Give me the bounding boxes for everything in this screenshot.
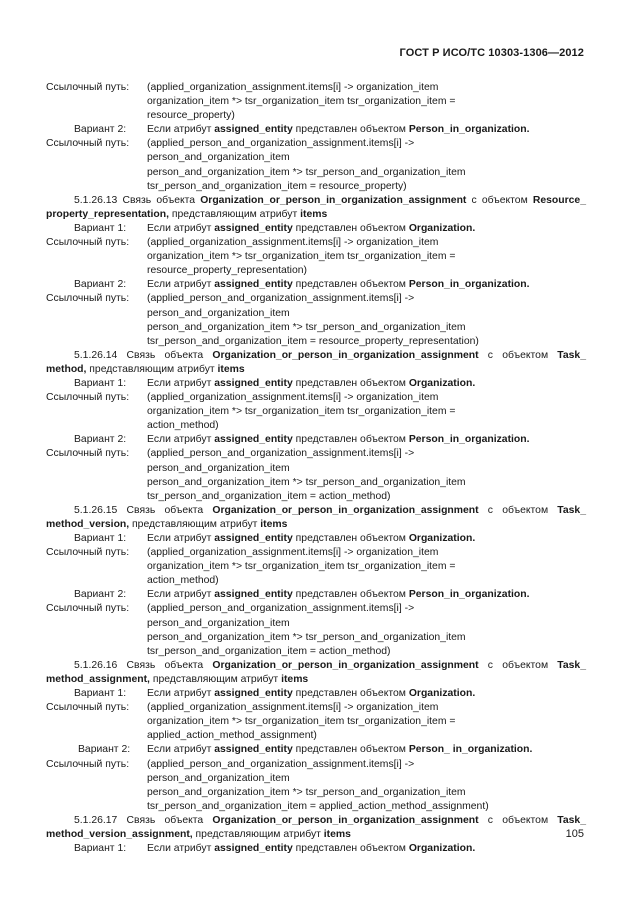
- variant-label: Вариант 1:: [74, 222, 127, 234]
- variant-row: [46, 687, 586, 701]
- reference-line: person_and_organization_item *> tsr_person_and_organization_item: [147, 166, 466, 178]
- reference-path: [46, 447, 586, 503]
- reference-text: [147, 602, 586, 658]
- reference-label: Ссылочный путь:: [46, 448, 130, 460]
- entity-name: Organization.: [408, 222, 476, 234]
- reference-text: [147, 236, 586, 278]
- reference-line: applied_action_method_assignment): [147, 730, 317, 742]
- text: Если атрибут: [147, 843, 215, 855]
- text: с объектом: [478, 814, 558, 826]
- reference-line: (applied_person_and_organization_assignment.items[i] ->: [147, 448, 415, 460]
- reference-line: tsr_person_and_organization_item = action_method): [147, 490, 391, 502]
- variant-row: [46, 123, 586, 137]
- variant-row: [46, 377, 586, 391]
- entity-name: Organization.: [408, 533, 476, 544]
- variant-text: [147, 743, 586, 757]
- reference-line: tsr_person_and_organization_item = action_method): [147, 645, 391, 657]
- entity-name: Task_ method,: [46, 349, 586, 375]
- attribute-name: assigned_entity: [214, 124, 293, 136]
- reference-path: [46, 546, 586, 588]
- entity-name: Person_in_organization.: [408, 279, 530, 291]
- variant-row: [46, 433, 586, 447]
- variant-label: Вариант 2:: [78, 744, 131, 756]
- entity-name: Person_in_organization.: [408, 589, 530, 601]
- reference-path: [46, 602, 586, 658]
- text: с объектом: [478, 349, 558, 361]
- reference-line: person_and_organization_item: [147, 462, 290, 474]
- reference-label: Ссылочный путь:: [46, 237, 130, 249]
- reference-label: Ссылочный путь:: [46, 392, 130, 404]
- reference-line: person_and_organization_item *> tsr_person_and_organization_item: [147, 786, 466, 798]
- section-paragraph: [46, 814, 586, 842]
- text: с объектом: [478, 659, 558, 671]
- entity-name: Organization.: [408, 377, 476, 389]
- text: Если атрибут: [147, 377, 215, 389]
- variant-row: [46, 842, 586, 856]
- reference-line: tsr_person_and_organization_item = applied_action_method_assignment): [147, 800, 489, 812]
- attribute-name: assigned_entity: [214, 377, 293, 389]
- text: Если атрибут: [147, 124, 215, 136]
- reference-line: (applied_person_and_organization_assignment.items[i] ->: [147, 138, 415, 150]
- reference-line: (applied_organization_assignment.items[i] -> organization_item: [147, 82, 439, 93]
- text: представлен объектом: [292, 589, 409, 601]
- entity-name: Task_ method_assignment,: [46, 659, 586, 685]
- reference-label: Ссылочный путь:: [46, 603, 130, 615]
- reference-text: [147, 546, 586, 588]
- text: Если атрибут: [147, 533, 215, 544]
- reference-label: Ссылочный путь:: [46, 293, 130, 305]
- reference-label: Ссылочный путь:: [46, 82, 130, 93]
- reference-line: person_and_organization_item *> tsr_person_and_organization_item: [147, 631, 466, 643]
- reference-line: (applied_person_and_organization_assignment.items[i] ->: [147, 293, 415, 305]
- reference-text: [147, 701, 586, 743]
- reference-line: tsr_person_and_organization_item = resource_property_representation): [147, 335, 479, 347]
- section-paragraph: [46, 349, 586, 377]
- text: представлен объектом: [292, 279, 409, 291]
- text: представлен объектом: [292, 688, 409, 700]
- text: представлен объектом: [292, 222, 409, 234]
- reference-line: tsr_person_and_organization_item = resource_property): [147, 180, 407, 192]
- variant-text: [147, 278, 586, 292]
- variant-text: [147, 842, 586, 856]
- reference-text: [147, 447, 586, 503]
- reference-text: [147, 81, 586, 123]
- variant-row: [46, 532, 586, 546]
- document-body: [46, 81, 586, 856]
- variant-text: [147, 222, 586, 236]
- reference-line: (applied_organization_assignment.items[i] -> organization_item: [147, 547, 439, 559]
- attribute-name: assigned_entity: [214, 843, 293, 855]
- reference-line: organization_item *> tsr_organization_item tsr_organization_item =: [147, 251, 456, 263]
- reference-text: [147, 292, 586, 348]
- variant-label: Вариант 2:: [74, 279, 127, 291]
- reference-line: (applied_organization_assignment.items[i] -> organization_item: [147, 702, 439, 714]
- section-paragraph: [46, 194, 586, 222]
- reference-path: [46, 236, 586, 278]
- attribute-name: items: [217, 363, 245, 375]
- reference-line: person_and_organization_item: [147, 617, 290, 629]
- attribute-name: assigned_entity: [214, 688, 293, 700]
- attribute-name: items: [300, 208, 328, 220]
- text: Если атрибут: [147, 434, 215, 446]
- variant-label: Вариант 1:: [74, 688, 127, 700]
- text: представлен объектом: [292, 843, 409, 855]
- attribute-name: items: [260, 518, 288, 530]
- reference-text: [147, 391, 586, 433]
- attribute-name: assigned_entity: [214, 434, 293, 446]
- reference-line: organization_item *> tsr_organization_item tsr_organization_item =: [147, 561, 456, 573]
- variant-text: [147, 123, 586, 137]
- attribute-name: items: [281, 673, 309, 685]
- section-number: 5.1.26.15 Связь объекта: [74, 504, 213, 516]
- section-number: 5.1.26.14 Связь объекта: [74, 349, 213, 361]
- entity-name: Person_in_organization.: [408, 434, 530, 446]
- variant-label: Вариант 2:: [74, 589, 127, 601]
- reference-text: [147, 758, 586, 814]
- entity-name: Organization_or_person_in_organization_assignment: [200, 194, 467, 206]
- reference-label: Ссылочный путь:: [46, 758, 130, 770]
- text: Если атрибут: [147, 589, 215, 601]
- entity-name: Organization_or_person_in_organization_assignment: [212, 814, 479, 826]
- entity-name: Task_ method_version_assignment,: [46, 814, 586, 840]
- entity-name: Organization_or_person_in_organization_assignment: [212, 349, 479, 361]
- reference-path: [46, 758, 586, 814]
- variant-text: [147, 687, 586, 701]
- text: представлен объектом: [292, 124, 409, 136]
- reference-line: organization_item *> tsr_organization_item tsr_organization_item =: [147, 96, 456, 108]
- entity-name: Person_ in_organization.: [408, 744, 533, 756]
- text: с объектом: [478, 504, 558, 516]
- reference-line: resource_property): [147, 110, 235, 122]
- entity-name: Person_in_organization.: [408, 124, 530, 136]
- variant-label: Вариант 2:: [74, 124, 127, 136]
- section-number: 5.1.26.16 Связь объекта: [74, 659, 213, 671]
- reference-path: [46, 137, 586, 193]
- reference-line: (applied_person_and_organization_assignment.items[i] ->: [147, 603, 415, 615]
- variant-text: [147, 532, 586, 546]
- text: представлен объектом: [292, 533, 409, 544]
- attribute-name: assigned_entity: [214, 279, 293, 291]
- reference-text: [147, 137, 586, 193]
- variant-row: [46, 588, 586, 602]
- reference-line: person_and_organization_item: [147, 307, 290, 319]
- text: с объектом: [466, 194, 533, 206]
- entity-name: Organization.: [408, 688, 476, 700]
- reference-line: person_and_organization_item *> tsr_person_and_organization_item: [147, 476, 466, 488]
- variant-text: [147, 588, 586, 602]
- reference-line: action_method): [147, 420, 219, 432]
- text: представлен объектом: [292, 377, 409, 389]
- reference-label: Ссылочный путь:: [46, 547, 130, 559]
- variant-text: [147, 377, 586, 391]
- entity-name: Organization_or_person_in_organization_assignment: [212, 504, 479, 516]
- entity-name: Resource_ property_representation,: [46, 194, 586, 220]
- text: Если атрибут: [147, 222, 215, 234]
- section-paragraph: [46, 504, 586, 532]
- text: представляющим атрибут: [86, 363, 218, 375]
- reference-line: person_and_organization_item *> tsr_person_and_organization_item: [147, 321, 466, 333]
- reference-line: person_and_organization_item: [147, 772, 290, 784]
- text: представлен объектом: [292, 434, 409, 446]
- attribute-name: assigned_entity: [214, 533, 293, 544]
- reference-line: (applied_organization_assignment.items[i] -> organization_item: [147, 237, 439, 249]
- reference-label: Ссылочный путь:: [46, 138, 130, 150]
- text: Если атрибут: [147, 688, 215, 700]
- attribute-name: assigned_entity: [214, 589, 293, 601]
- variant-label: Вариант 1:: [74, 843, 127, 855]
- variant-row: [46, 743, 586, 757]
- page-number: 105: [565, 828, 584, 840]
- variant-label: Вариант 2:: [74, 434, 127, 446]
- reference-line: organization_item *> tsr_organization_item tsr_organization_item =: [147, 406, 456, 418]
- reference-line: person_and_organization_item: [147, 152, 290, 164]
- reference-line: resource_property_representation): [147, 265, 307, 277]
- text: Если атрибут: [147, 279, 215, 291]
- attribute-name: assigned_entity: [214, 222, 293, 234]
- attribute-name: items: [323, 828, 351, 840]
- variant-row: [46, 278, 586, 292]
- section-number: 5.1.26.17 Связь объекта: [74, 814, 213, 826]
- reference-path: [46, 292, 586, 348]
- text: представлен объектом: [292, 744, 409, 756]
- section-paragraph: [46, 659, 586, 687]
- entity-name: Organization.: [408, 843, 476, 855]
- reference-path: [46, 391, 586, 433]
- reference-label: Ссылочный путь:: [46, 702, 130, 714]
- text: представляющим атрибут: [192, 828, 324, 840]
- variant-row: [46, 222, 586, 236]
- variant-text: [147, 433, 586, 447]
- variant-label: Вариант 1:: [74, 533, 127, 544]
- reference-line: action_method): [147, 575, 219, 587]
- attribute-name: assigned_entity: [214, 744, 293, 756]
- section-number: 5.1.26.13 Связь объекта: [74, 194, 201, 206]
- text: представляющим атрибут: [169, 208, 301, 220]
- reference-line: organization_item *> tsr_organization_item tsr_organization_item =: [147, 716, 456, 728]
- document-header: ГОСТ Р ИСО/ТС 10303-1306—2012: [399, 47, 584, 59]
- text: Если атрибут: [147, 744, 215, 756]
- reference-line: (applied_organization_assignment.items[i] -> organization_item: [147, 392, 439, 404]
- reference-path: [46, 81, 586, 123]
- variant-label: Вариант 1:: [74, 377, 127, 389]
- entity-name: Organization_or_person_in_organization_assignment: [212, 659, 479, 671]
- entity-name: Task_ method_version,: [46, 504, 586, 530]
- text: представляющим атрибут: [149, 673, 282, 685]
- reference-path: [46, 701, 586, 743]
- reference-line: (applied_person_and_organization_assignment.items[i] ->: [147, 758, 415, 770]
- text: представляющим атрибут: [129, 518, 261, 530]
